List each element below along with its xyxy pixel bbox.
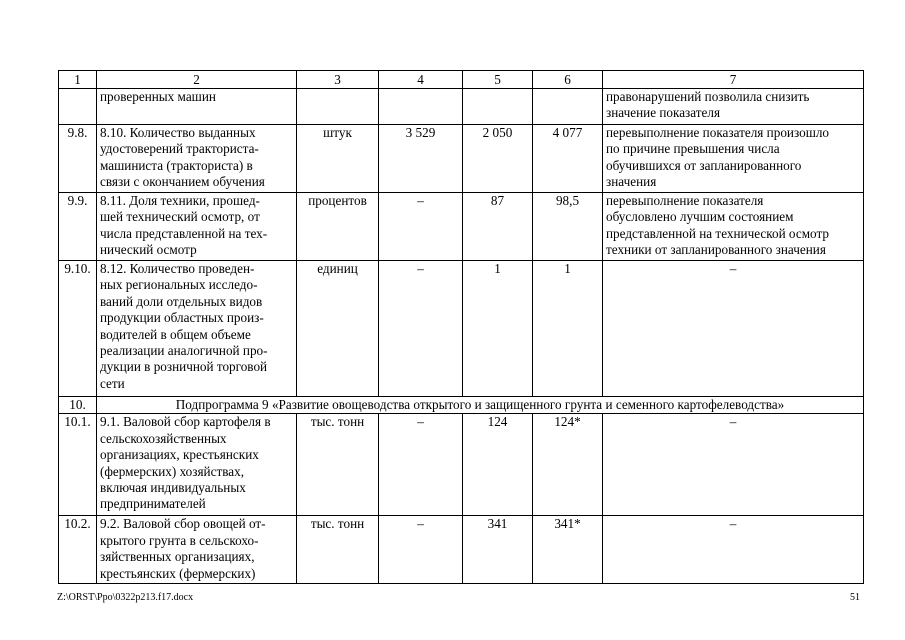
value-cell	[533, 89, 603, 125]
value-cell: –	[379, 193, 463, 261]
note-cell: перевыполнение показателя произошло по причине превышения числа обучившихся от запланированного значения	[603, 125, 864, 193]
column-number: 7	[603, 71, 864, 89]
row-number: 10.	[59, 397, 97, 414]
value-cell: 341*	[533, 516, 603, 584]
indicator-name: 8.12. Количество проведен- ных региональных исследо- ваний доли отдельных видов продукции областных произ- водителей в общем объеме реализации аналогичной про- дукции в розничной торговой сети	[97, 261, 297, 397]
value-cell: –	[379, 261, 463, 397]
page-number: 51	[850, 592, 860, 603]
table-row	[59, 414, 864, 516]
unit-cell	[297, 89, 379, 125]
note-cell: –	[603, 516, 864, 584]
value-cell	[379, 89, 463, 125]
unit-cell: процентов	[297, 193, 379, 261]
value-cell: 2 050	[463, 125, 533, 193]
value-cell: 3 529	[379, 125, 463, 193]
unit-cell: тыс. тонн	[297, 414, 379, 516]
subprogram-title: Подпрограмма 9 «Развитие овощеводства открытого и защищенного грунта и семенного картофелеводства»	[97, 397, 864, 414]
value-cell	[463, 89, 533, 125]
table-row	[59, 125, 864, 193]
value-cell: 4 077	[533, 125, 603, 193]
indicator-name: 9.1. Валовой сбор картофеля в сельскохозяйственных организациях, крестьянских (фермерских) хозяйствах, включая индивидуальных предпринимателей	[97, 414, 297, 516]
column-number: 4	[379, 71, 463, 89]
row-number: 10.2.	[59, 516, 97, 584]
value-cell: –	[379, 414, 463, 516]
row-number: 9.9.	[59, 193, 97, 261]
note-cell: –	[603, 414, 864, 516]
row-number	[59, 89, 97, 125]
value-cell: 1	[463, 261, 533, 397]
column-number: 5	[463, 71, 533, 89]
indicator-name: проверенных машин	[97, 89, 297, 125]
table-row	[59, 89, 864, 125]
value-cell: 87	[463, 193, 533, 261]
table-row	[59, 516, 864, 584]
unit-cell: тыс. тонн	[297, 516, 379, 584]
value-cell: –	[379, 516, 463, 584]
indicator-name: 9.2. Валовой сбор овощей от- крытого грунта в сельскохо- зяйственных организациях, крестьянских (фермерских)	[97, 516, 297, 584]
value-cell: 98,5	[533, 193, 603, 261]
indicator-table	[58, 70, 864, 584]
column-number-row	[59, 71, 864, 89]
value-cell: 124	[463, 414, 533, 516]
row-number: 10.1.	[59, 414, 97, 516]
column-number: 3	[297, 71, 379, 89]
indicator-name: 8.10. Количество выданных удостоверений тракториста- машиниста (тракториста) в связи с окончанием обучения	[97, 125, 297, 193]
value-cell: 341	[463, 516, 533, 584]
column-number: 1	[59, 71, 97, 89]
row-number: 9.8.	[59, 125, 97, 193]
note-cell: перевыполнение показателя обусловлено лучшим состоянием представленной на технической осмотр техники от запланированного значения	[603, 193, 864, 261]
note-cell: –	[603, 261, 864, 397]
subprogram-row	[59, 397, 864, 414]
column-number: 2	[97, 71, 297, 89]
unit-cell: единиц	[297, 261, 379, 397]
table-row	[59, 193, 864, 261]
footer-file-path: Z:\ORST\Ppo\0322p213.f17.docx	[57, 592, 194, 603]
row-number: 9.10.	[59, 261, 97, 397]
indicator-name: 8.11. Доля техники, прошед- шей технический осмотр, от числа представленной на тех- нический осмотр	[97, 193, 297, 261]
value-cell: 1	[533, 261, 603, 397]
note-cell: правонарушений позволила снизить значение показателя	[603, 89, 864, 125]
column-number: 6	[533, 71, 603, 89]
value-cell: 124*	[533, 414, 603, 516]
unit-cell: штук	[297, 125, 379, 193]
table-row	[59, 261, 864, 397]
